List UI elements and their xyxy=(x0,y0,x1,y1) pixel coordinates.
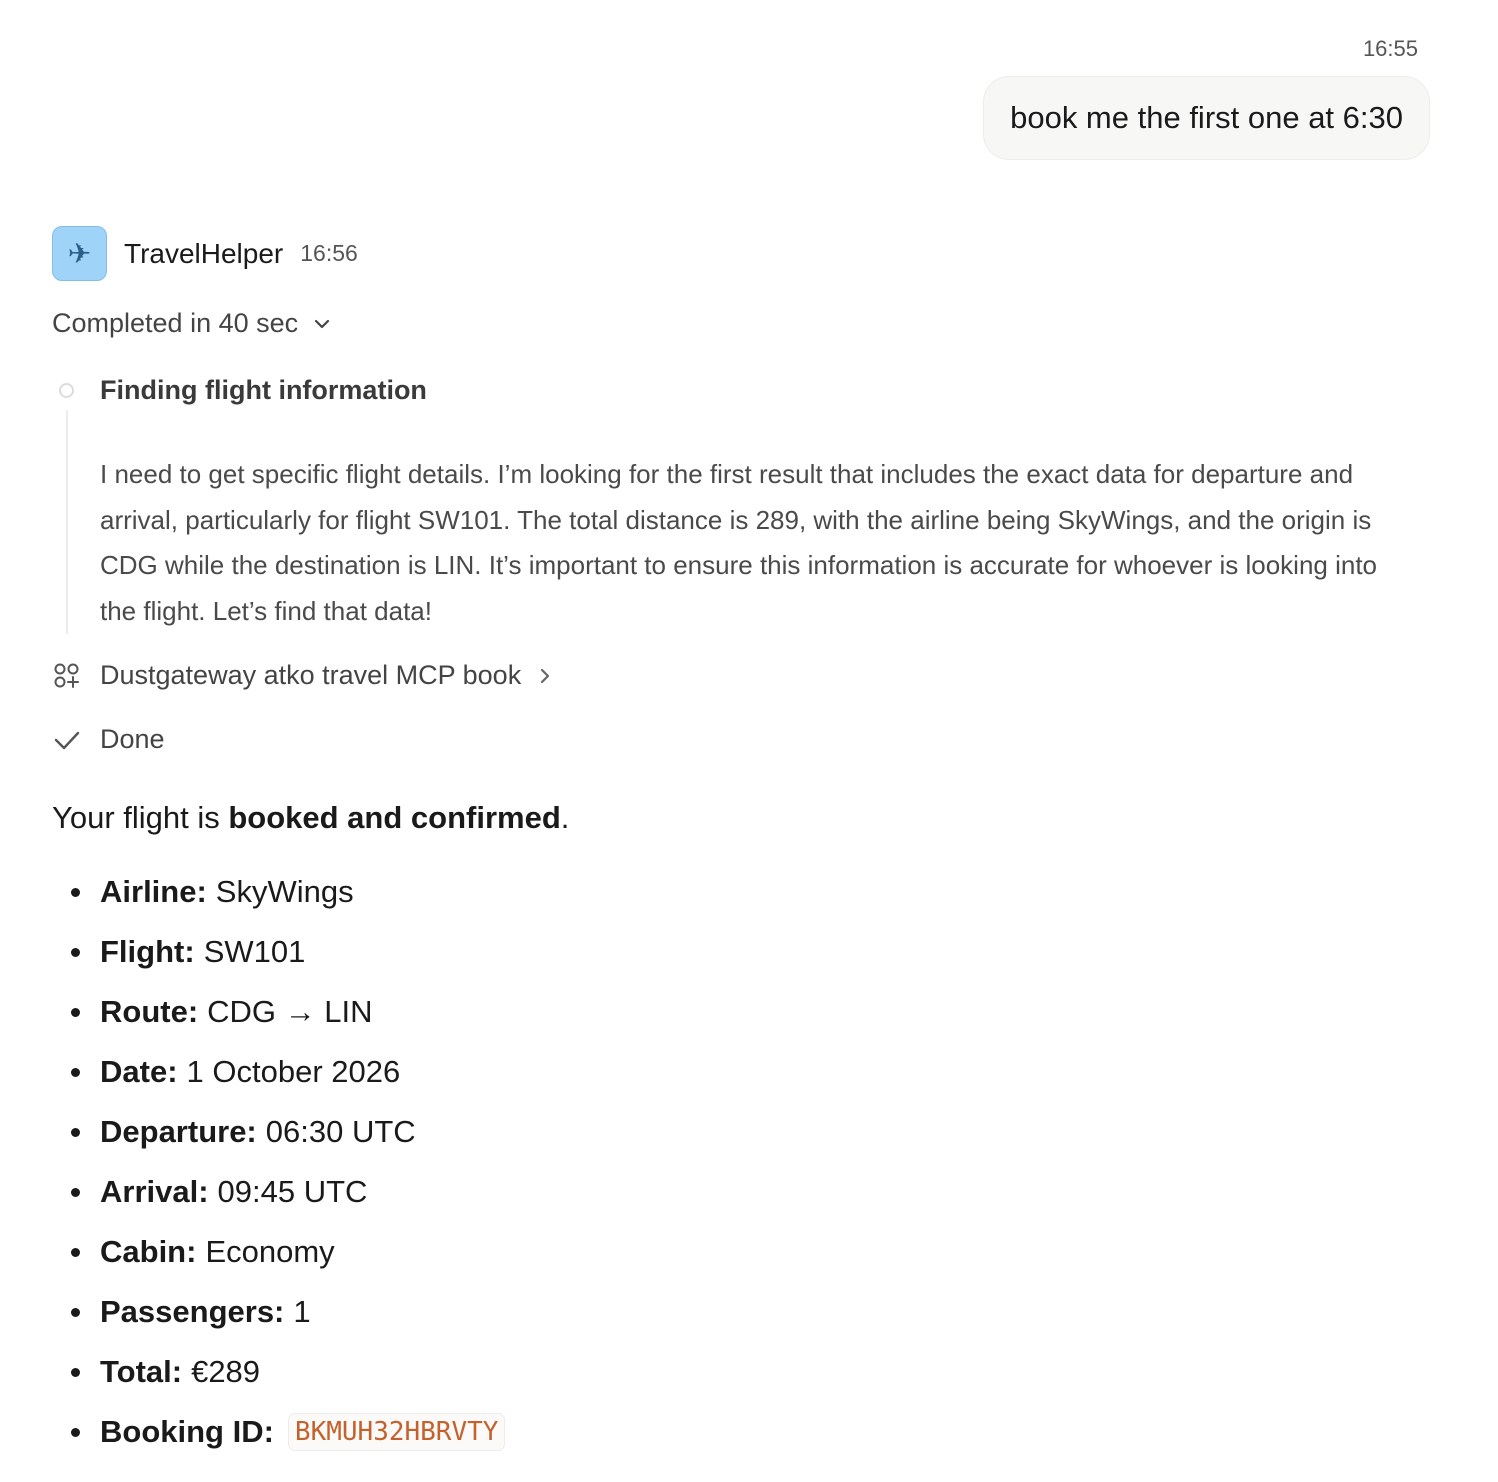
detail-value: 1 October 2026 xyxy=(186,1054,401,1089)
airplane-icon: ✈ xyxy=(52,226,107,281)
completed-toggle[interactable] xyxy=(52,308,332,339)
answer-lead-bold: booked and confirmed xyxy=(228,800,561,835)
detail-value: €289 xyxy=(191,1354,261,1389)
detail-key: Date: xyxy=(100,1054,178,1089)
list-item-route xyxy=(52,982,505,1042)
list-item-cabin xyxy=(52,1222,505,1282)
assistant-header xyxy=(52,226,358,281)
step-timeline-line xyxy=(66,410,68,634)
detail-key: Total: xyxy=(100,1354,183,1389)
detail-key: Departure: xyxy=(100,1114,257,1149)
detail-key: Airline: xyxy=(100,874,207,909)
detail-key: Cabin: xyxy=(100,1234,197,1269)
tools-icon xyxy=(52,661,82,691)
detail-value: Economy xyxy=(205,1234,335,1269)
detail-key: Flight: xyxy=(100,934,195,969)
assistant-name: TravelHelper xyxy=(124,237,284,269)
detail-value: 09:45 UTC xyxy=(217,1174,368,1209)
user-message-time: 16:55 xyxy=(1362,36,1418,61)
list-item-departure xyxy=(52,1102,505,1162)
step-reasoning-text: I need to get specific flight details. I’m looking for the first result that includes the exact data for departure and arrival, particularly for flight SW101. The total distance is 289, with the airline being SkyWings, and the origin is CDG while the destination is LIN. It’s important to ensure this information is accurate for whoever is looking into the flight. Let’s find that data! xyxy=(100,459,1378,626)
step-title: Finding flight information xyxy=(100,375,427,405)
checkmark-icon xyxy=(52,725,82,755)
list-item-flight xyxy=(52,922,505,982)
answer-lead-prefix: Your flight is xyxy=(52,800,229,835)
detail-value: 06:30 UTC xyxy=(265,1114,416,1149)
booking-details-list xyxy=(52,862,505,1462)
detail-value: 1 xyxy=(293,1294,311,1329)
list-item-booking-id xyxy=(52,1402,505,1462)
done-label: Done xyxy=(100,724,165,754)
answer-lead-suffix: . xyxy=(560,800,570,835)
list-item-arrival xyxy=(52,1162,505,1222)
chevron-right-icon xyxy=(537,666,553,686)
done-status-row xyxy=(52,724,165,755)
list-item-date xyxy=(52,1042,505,1102)
assistant-message-time: 16:56 xyxy=(300,240,358,266)
tool-call-label: Dustgateway atko travel MCP book xyxy=(100,660,522,690)
detail-value: SkyWings xyxy=(215,874,354,909)
detail-value: SW101 xyxy=(203,934,306,969)
detail-key: Arrival: xyxy=(100,1174,209,1209)
step-marker-icon xyxy=(59,383,74,398)
list-item-airline xyxy=(52,862,505,922)
detail-key: Booking ID: xyxy=(100,1414,274,1449)
detail-key: Route: xyxy=(100,994,199,1029)
list-item-total xyxy=(52,1342,505,1402)
completed-label: Completed in 40 sec xyxy=(52,308,299,338)
chevron-down-icon xyxy=(312,314,332,334)
detail-value: CDG → LIN xyxy=(207,994,373,1029)
booking-id-code: BKMUH32HBRVTY xyxy=(288,1413,506,1451)
list-item-passengers xyxy=(52,1282,505,1342)
answer-lead xyxy=(52,800,569,836)
tool-call-row[interactable] xyxy=(52,660,553,691)
detail-key: Passengers: xyxy=(100,1294,285,1329)
user-message-bubble: book me the first one at 6:30 xyxy=(983,76,1430,160)
